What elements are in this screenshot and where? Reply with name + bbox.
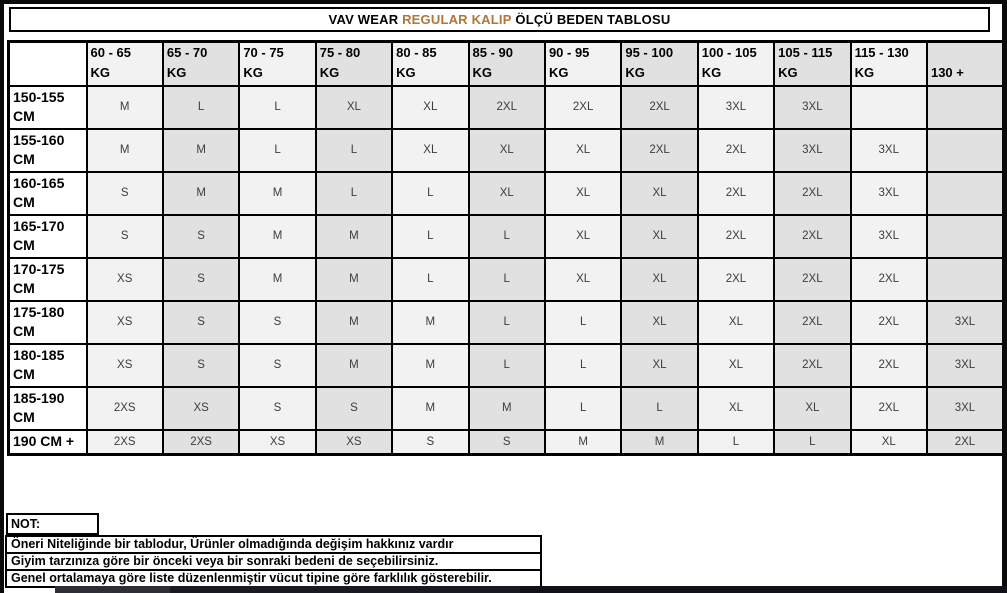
size-cell: 3XL (927, 387, 1003, 430)
table-row (9, 430, 1004, 455)
height-label: 150-155 CM (9, 86, 87, 129)
weight-header (851, 42, 927, 86)
size-cell: S (469, 430, 545, 455)
size-cell: XS (163, 387, 239, 430)
size-cell: L (316, 129, 392, 172)
weight-unit: KG (778, 64, 798, 80)
size-cell: M (316, 301, 392, 344)
size-cell: L (163, 86, 239, 129)
size-cell: XL (621, 172, 697, 215)
size-cell: S (87, 172, 163, 215)
size-cell: S (239, 301, 315, 344)
size-table-body (9, 86, 1004, 455)
size-cell: L (392, 172, 468, 215)
size-cell: XL (545, 215, 621, 258)
title-bar (9, 7, 990, 32)
size-cell: 2XL (698, 258, 774, 301)
size-cell: L (316, 172, 392, 215)
weight-header (469, 42, 545, 86)
size-cell: XL (851, 430, 927, 455)
size-cell: XL (392, 129, 468, 172)
weight-header (316, 42, 392, 86)
height-label: 190 CM + (9, 430, 87, 455)
weight-range: 105 - 115 (778, 45, 833, 60)
size-cell (927, 258, 1003, 301)
weight-range: 95 - 100 (625, 45, 674, 60)
size-cell: XL (545, 258, 621, 301)
weight-header (545, 42, 621, 86)
size-cell: 2XL (927, 430, 1003, 455)
weight-header (774, 42, 850, 86)
size-cell: M (392, 301, 468, 344)
size-cell: 2XS (163, 430, 239, 455)
size-cell: L (545, 344, 621, 387)
table-row (9, 387, 1004, 430)
size-cell: 2XL (545, 86, 621, 129)
size-cell: M (239, 215, 315, 258)
size-cell: XL (698, 387, 774, 430)
size-cell (927, 86, 1003, 129)
size-cell: S (163, 215, 239, 258)
weight-range: 80 - 85 (396, 45, 437, 60)
weight-range: 85 - 90 (472, 45, 514, 60)
table-row (9, 129, 1004, 172)
table-row (9, 301, 1004, 344)
size-cell: 2XL (621, 86, 697, 129)
table-row (9, 344, 1004, 387)
size-cell: 2XS (87, 387, 163, 430)
size-cell: 3XL (927, 344, 1003, 387)
size-cell: 2XL (621, 129, 697, 172)
weight-range: 65 - 70 (166, 45, 208, 60)
size-cell: 2XL (774, 301, 850, 344)
weight-unit: KG (166, 64, 187, 80)
size-cell: 2XL (774, 172, 850, 215)
weight-header (621, 42, 697, 86)
size-cell: XL (392, 86, 468, 129)
weight-unit: KG (472, 64, 493, 80)
size-cell: L (774, 430, 850, 455)
size-cell: L (545, 301, 621, 344)
size-cell: 2XL (851, 301, 927, 344)
size-cell: M (239, 258, 315, 301)
size-cell: L (239, 129, 315, 172)
weight-header (927, 42, 1003, 86)
size-cell: M (392, 387, 468, 430)
size-cell: 3XL (851, 129, 927, 172)
size-cell: 2XL (774, 258, 850, 301)
size-cell: 2XL (851, 387, 927, 430)
size-cell: M (316, 344, 392, 387)
size-cell: M (316, 258, 392, 301)
size-cell: S (316, 387, 392, 430)
bottom-band-segment (55, 586, 170, 593)
size-cell: XL (316, 86, 392, 129)
size-cell: L (469, 258, 545, 301)
title-text-suffix: ÖLÇÜ BEDEN TABLOSU (511, 12, 671, 27)
height-label: 180-185 CM (9, 344, 87, 387)
size-cell: M (87, 129, 163, 172)
size-cell: 3XL (698, 86, 774, 129)
size-cell: XL (545, 129, 621, 172)
size-cell: 3XL (851, 172, 927, 215)
weight-range: 130 + (930, 65, 964, 80)
size-cell: 3XL (927, 301, 1003, 344)
size-cell: L (545, 387, 621, 430)
size-cell: XL (621, 301, 697, 344)
size-cell: L (392, 215, 468, 258)
weight-range: 70 - 75 (243, 45, 284, 60)
title-text-accent: REGULAR KALIP (402, 12, 512, 27)
size-cell: M (163, 129, 239, 172)
size-cell: XL (621, 215, 697, 258)
notes-stack (5, 535, 542, 588)
size-cell: XS (87, 344, 163, 387)
size-cell: M (316, 215, 392, 258)
note-line: Öneri Niteliğinde bir tablodur, Ürünler olmadığında değişim hakkınız vardır (5, 535, 542, 554)
weight-header (698, 42, 774, 86)
size-cell: XL (469, 129, 545, 172)
size-cell: 2XS (87, 430, 163, 455)
note-label-box: NOT: (6, 513, 99, 535)
size-cell: L (469, 301, 545, 344)
table-row (9, 215, 1004, 258)
weight-header (392, 42, 468, 86)
size-cell (927, 172, 1003, 215)
size-cell: XL (469, 172, 545, 215)
size-cell: XS (239, 430, 315, 455)
size-cell: XL (621, 258, 697, 301)
size-cell: M (392, 344, 468, 387)
height-label: 170-175 CM (9, 258, 87, 301)
height-label: 160-165 CM (9, 172, 87, 215)
size-cell: XL (621, 344, 697, 387)
weight-range: 90 - 95 (548, 45, 590, 60)
weight-unit: KG (701, 64, 722, 80)
size-cell: 2XL (851, 344, 927, 387)
height-label: 185-190 CM (9, 387, 87, 430)
size-cell: S (392, 430, 468, 455)
size-cell: M (87, 86, 163, 129)
size-cell: S (239, 344, 315, 387)
size-cell: 2XL (698, 172, 774, 215)
size-cell: XS (316, 430, 392, 455)
size-cell (927, 215, 1003, 258)
size-cell: L (469, 215, 545, 258)
size-cell: 3XL (774, 86, 850, 129)
weight-header (163, 42, 239, 86)
size-cell: XL (545, 172, 621, 215)
size-cell: S (87, 215, 163, 258)
table-row (9, 258, 1004, 301)
size-cell: XL (698, 301, 774, 344)
weight-unit: KG (243, 64, 263, 80)
note-line: Genel ortalamaya göre liste düzenlenmiştir vücut tipine göre farklılık gösterebilir. (5, 569, 542, 588)
weight-unit: KG (625, 64, 645, 80)
weight-unit: KG (319, 64, 340, 80)
size-cell: M (163, 172, 239, 215)
size-table (7, 40, 1005, 456)
bottom-band-segment (170, 586, 520, 593)
bottom-dark-band (55, 586, 1007, 593)
size-cell: 3XL (851, 215, 927, 258)
size-table-head (9, 42, 1004, 86)
corner-cell (9, 42, 87, 86)
size-cell: S (163, 344, 239, 387)
weight-unit: KG (548, 64, 569, 80)
weight-range: 100 - 105 (701, 45, 757, 60)
size-cell: 3XL (774, 129, 850, 172)
weight-header (87, 42, 163, 86)
size-cell: L (469, 344, 545, 387)
size-cell (851, 86, 927, 129)
size-cell: M (239, 172, 315, 215)
weight-unit: KG (396, 64, 416, 80)
size-cell: S (239, 387, 315, 430)
table-row (9, 172, 1004, 215)
size-cell: 2XL (851, 258, 927, 301)
size-cell: 2XL (698, 129, 774, 172)
size-cell: 2XL (469, 86, 545, 129)
height-label: 165-170 CM (9, 215, 87, 258)
weight-range: 60 - 65 (90, 45, 131, 60)
size-cell: M (621, 430, 697, 455)
size-cell: L (392, 258, 468, 301)
size-cell: M (545, 430, 621, 455)
height-label: 155-160 CM (9, 129, 87, 172)
size-cell: XS (87, 301, 163, 344)
weight-range: 115 - 130 (854, 45, 909, 60)
size-cell: L (621, 387, 697, 430)
size-cell: S (163, 258, 239, 301)
height-label: 175-180 CM (9, 301, 87, 344)
size-cell: XL (774, 387, 850, 430)
table-row (9, 86, 1004, 129)
size-cell: M (469, 387, 545, 430)
bottom-band-segment (520, 586, 1007, 593)
weight-unit: KG (90, 64, 110, 80)
weight-header (239, 42, 315, 86)
size-cell: 2XL (698, 215, 774, 258)
weight-unit: KG (854, 64, 875, 80)
size-cell: 2XL (774, 344, 850, 387)
size-cell (927, 129, 1003, 172)
size-cell: XS (87, 258, 163, 301)
weight-range: 75 - 80 (319, 45, 361, 60)
size-cell: XL (698, 344, 774, 387)
size-cell: L (239, 86, 315, 129)
size-cell: L (698, 430, 774, 455)
note-line: Giyim tarzınıza göre bir önceki veya bir sonraki bedeni de seçebilirsiniz. (5, 552, 542, 571)
size-cell: S (163, 301, 239, 344)
title-text-prefix: VAV WEAR (328, 12, 403, 27)
size-cell: 2XL (774, 215, 850, 258)
